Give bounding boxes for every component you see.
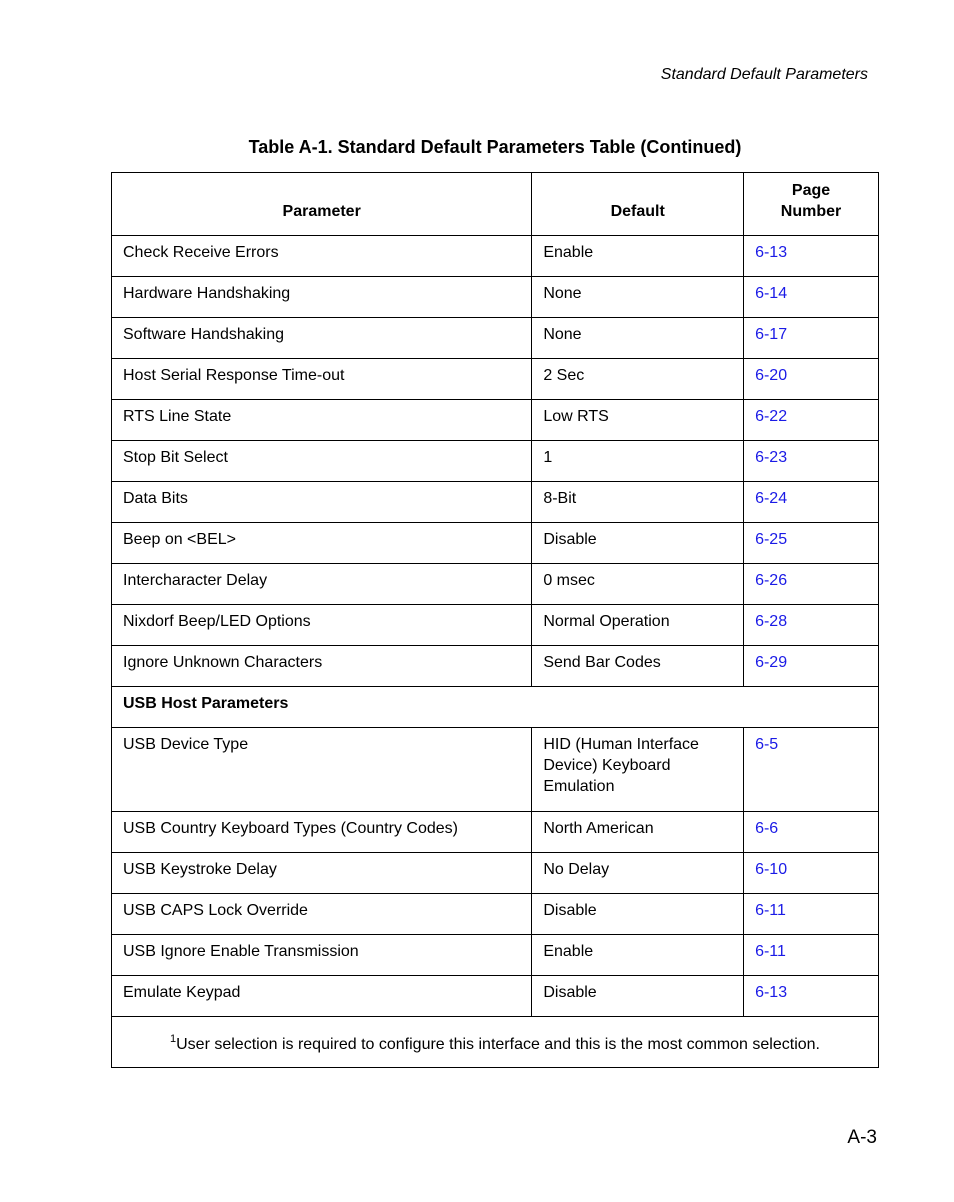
- table-footer: [112, 1017, 879, 1068]
- parameter-cell: Nixdorf Beep/LED Options: [112, 605, 532, 646]
- default-cell: 0 msec: [532, 564, 744, 605]
- default-cell: Low RTS: [532, 400, 744, 441]
- table-row: [112, 894, 879, 935]
- table-row: [112, 441, 879, 482]
- table-row: [112, 523, 879, 564]
- parameter-cell: Beep on <BEL>: [112, 523, 532, 564]
- table-row: [112, 359, 879, 400]
- footnote-text: User selection is required to configure this interface and this is the most common selection.: [176, 1036, 820, 1053]
- page-link[interactable]: 6-22: [744, 400, 879, 441]
- table-row: [112, 646, 879, 687]
- page-link[interactable]: 6-10: [744, 853, 879, 894]
- default-cell: HID (Human Interface Device) Keyboard Emulation: [532, 728, 744, 812]
- default-cell: North American: [532, 812, 744, 853]
- table-row: [112, 277, 879, 318]
- page-link[interactable]: 6-13: [744, 976, 879, 1017]
- parameter-cell: Host Serial Response Time-out: [112, 359, 532, 400]
- parameter-cell: Emulate Keypad: [112, 976, 532, 1017]
- parameter-cell: Data Bits: [112, 482, 532, 523]
- footnote: [112, 1017, 879, 1068]
- page-link[interactable]: 6-25: [744, 523, 879, 564]
- parameter-cell: Software Handshaking: [112, 318, 532, 359]
- header-default: Default: [532, 173, 744, 236]
- default-cell: Send Bar Codes: [532, 646, 744, 687]
- table-header: [112, 173, 879, 236]
- page-link[interactable]: 6-20: [744, 359, 879, 400]
- default-cell: Disable: [532, 523, 744, 564]
- page-link[interactable]: 6-23: [744, 441, 879, 482]
- parameter-cell: Hardware Handshaking: [112, 277, 532, 318]
- default-cell: Enable: [532, 935, 744, 976]
- parameter-cell: USB Country Keyboard Types (Country Codes): [112, 812, 532, 853]
- page-link[interactable]: 6-14: [744, 277, 879, 318]
- parameter-cell: USB Keystroke Delay: [112, 853, 532, 894]
- page-link[interactable]: 6-13: [744, 236, 879, 277]
- page-link[interactable]: 6-11: [744, 935, 879, 976]
- parameter-cell: Check Receive Errors: [112, 236, 532, 277]
- parameter-cell: USB Device Type: [112, 728, 532, 812]
- parameter-cell: Intercharacter Delay: [112, 564, 532, 605]
- table-row: [112, 728, 879, 812]
- parameter-cell: Ignore Unknown Characters: [112, 646, 532, 687]
- table-row: [112, 812, 879, 853]
- parameter-cell: RTS Line State: [112, 400, 532, 441]
- default-cell: 2 Sec: [532, 359, 744, 400]
- default-cell: Disable: [532, 894, 744, 935]
- footnote-row: [112, 1017, 879, 1068]
- table-row: [112, 564, 879, 605]
- parameter-cell: USB CAPS Lock Override: [112, 894, 532, 935]
- default-cell: Enable: [532, 236, 744, 277]
- section-heading: USB Host Parameters: [112, 687, 879, 728]
- default-cell: 8-Bit: [532, 482, 744, 523]
- table-row: [112, 935, 879, 976]
- table-row: [112, 236, 879, 277]
- section-row: [112, 687, 879, 728]
- header-row: [112, 173, 879, 236]
- table-body: [112, 236, 879, 1017]
- default-cell: 1: [532, 441, 744, 482]
- parameters-table: [111, 172, 879, 1068]
- page-link[interactable]: 6-28: [744, 605, 879, 646]
- parameter-cell: Stop Bit Select: [112, 441, 532, 482]
- table-row: [112, 482, 879, 523]
- table-row: [112, 605, 879, 646]
- default-cell: No Delay: [532, 853, 744, 894]
- table-title: Table A-1. Standard Default Parameters Table (Continued): [248, 137, 742, 157]
- page-link[interactable]: 6-5: [744, 728, 879, 812]
- table-row: [112, 853, 879, 894]
- table-row: [112, 976, 879, 1017]
- page-link[interactable]: 6-29: [744, 646, 879, 687]
- default-cell: Disable: [532, 976, 744, 1017]
- default-cell: Normal Operation: [532, 605, 744, 646]
- default-cell: None: [532, 277, 744, 318]
- page-link[interactable]: 6-6: [744, 812, 879, 853]
- header-page-number: Page Number: [744, 173, 879, 236]
- default-cell: None: [532, 318, 744, 359]
- table-row: [112, 400, 879, 441]
- running-header: Standard Default Parameters: [660, 66, 868, 83]
- page-link[interactable]: 6-11: [744, 894, 879, 935]
- page-number: A-3: [847, 1127, 877, 1148]
- header-parameter: Parameter: [112, 173, 532, 236]
- page-link[interactable]: 6-17: [744, 318, 879, 359]
- table-row: [112, 318, 879, 359]
- page-link[interactable]: 6-24: [744, 482, 879, 523]
- footnote-mark: 1: [170, 1033, 177, 1045]
- page-link[interactable]: 6-26: [744, 564, 879, 605]
- parameter-cell: USB Ignore Enable Transmission: [112, 935, 532, 976]
